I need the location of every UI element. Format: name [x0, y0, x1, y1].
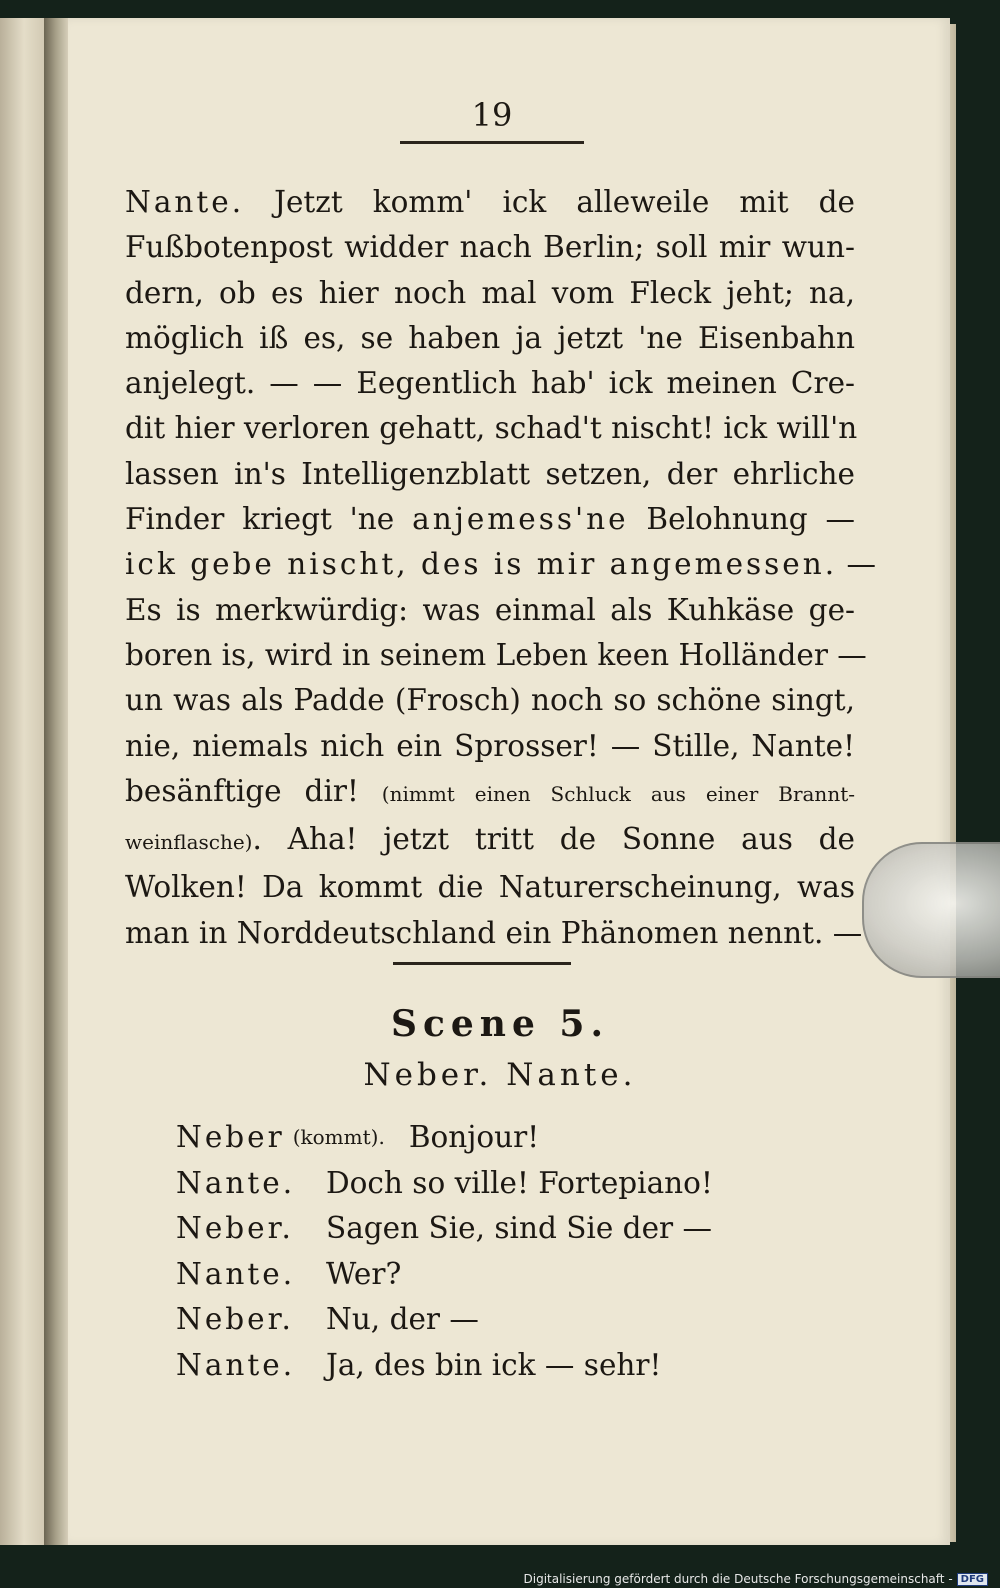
stage-direction: (nimmt einen Schluck aus einer Brannt- — [381, 781, 855, 806]
digitization-footer — [524, 1572, 989, 1586]
spoken-line: Nu, der — — [326, 1302, 479, 1336]
stage-direction: weinflasche) — [125, 830, 253, 855]
text-line — [125, 542, 877, 587]
speaker-name: Neber — [176, 1120, 285, 1154]
text-line — [125, 361, 855, 406]
dialogue-line — [176, 1206, 876, 1252]
text-segment: . Aha! jetzt tritt de Sonne aus de — [252, 822, 855, 857]
monologue-text — [125, 180, 877, 956]
scene-heading: Scene 5. — [390, 1003, 609, 1045]
text-segment: un was als Padde (Frosch) noch so schöne singt, — [125, 683, 855, 718]
text-line — [125, 633, 867, 678]
text-line — [125, 497, 855, 542]
book-gutter — [44, 18, 70, 1545]
text-segment: anjemess'ne — [412, 502, 629, 537]
text-line — [125, 724, 855, 769]
dialogue-line — [176, 1161, 876, 1207]
text-segment: möglich iß es, se haben ja jetzt 'ne Eisenbahn — [125, 320, 855, 355]
text-segment: Fußbotenpost widder nach Berlin; soll mir wun- — [125, 230, 855, 265]
dialogue-block — [176, 1115, 876, 1388]
facing-page-edge — [0, 18, 48, 1545]
stage-direction: (kommt). — [292, 1125, 385, 1149]
text-line — [125, 180, 855, 225]
text-segment: Jetzt komm' ick alleweile mit de — [244, 185, 855, 219]
spoken-line: Doch so ville! Fortepiano! — [326, 1165, 713, 1200]
text-segment: dit hier verloren gehatt, schad't nischt! ick will'n — [125, 411, 858, 446]
text-segment: Es is merkwürdig: was einmal als Kuhkäse ge- — [125, 592, 855, 627]
text-segment: Belohnung — — [628, 502, 856, 537]
text-line — [125, 452, 855, 497]
text-segment: man in Norddeutschland ein Phänomen nennt. — — [125, 915, 863, 950]
text-segment: anjelegt. — — Eegentlich hab' ick meinen Cre- — [125, 366, 855, 401]
speaker-name: Nante. — [176, 1256, 296, 1291]
dfg-logo: DFG — [957, 1573, 988, 1586]
magnifier-loupe — [862, 842, 1000, 978]
text-segment: nie, niemals nich ein Sprosser! — Stille, Nante! — [125, 728, 855, 763]
text-segment: boren is, wird in seinem Leben keen Holländer — — [125, 637, 867, 672]
text-line — [125, 769, 855, 817]
page-number: 19 — [471, 96, 513, 134]
text-line — [125, 316, 855, 361]
scene-characters: Neber. Nante. — [363, 1057, 637, 1093]
text-segment: Nante. — [125, 185, 245, 219]
text-segment: lassen in's Intelligenzblatt setzen, der ehrliche — [125, 456, 855, 491]
text-line — [125, 911, 863, 956]
spoken-line: Sagen Sie, sind Sie der — — [326, 1211, 713, 1245]
footer-credit: Digitalisierung gefördert durch die Deutsche Forschungsgemeinschaft - — [523, 1572, 953, 1586]
speaker-name: Nante. — [176, 1165, 296, 1200]
dialogue-line — [176, 1297, 876, 1343]
dialogue-line — [176, 1115, 876, 1161]
text-segment: ick gebe nischt, des is mir angemessen. — [125, 547, 838, 582]
text-line — [125, 678, 855, 723]
text-segment: — — [837, 547, 877, 582]
spoken-line: Ja, des bin ick — sehr! — [326, 1347, 662, 1382]
text-line — [125, 817, 855, 865]
spoken-line: Wer? — [326, 1256, 402, 1291]
text-line — [125, 271, 855, 316]
text-line — [125, 406, 858, 451]
text-segment: besänftige dir! — [125, 773, 382, 808]
speaker-name: Neber. — [176, 1302, 294, 1336]
text-segment: Finder kriegt 'ne — [125, 502, 413, 537]
text-line — [125, 588, 855, 633]
text-line — [125, 865, 855, 910]
text-segment: dern, ob es hier noch mal vom Fleck jeht; na, — [125, 275, 855, 310]
text-segment: Wolken! Da kommt die Naturerscheinung, was — [125, 870, 855, 905]
speaker-name: Nante. — [176, 1347, 296, 1382]
dialogue-line — [176, 1343, 876, 1389]
spoken-line: Bonjour! — [408, 1120, 540, 1154]
section-divider — [393, 962, 571, 965]
speaker-name: Neber. — [176, 1211, 294, 1245]
dialogue-line — [176, 1252, 876, 1298]
header-rule — [400, 141, 584, 144]
text-line — [125, 225, 855, 270]
